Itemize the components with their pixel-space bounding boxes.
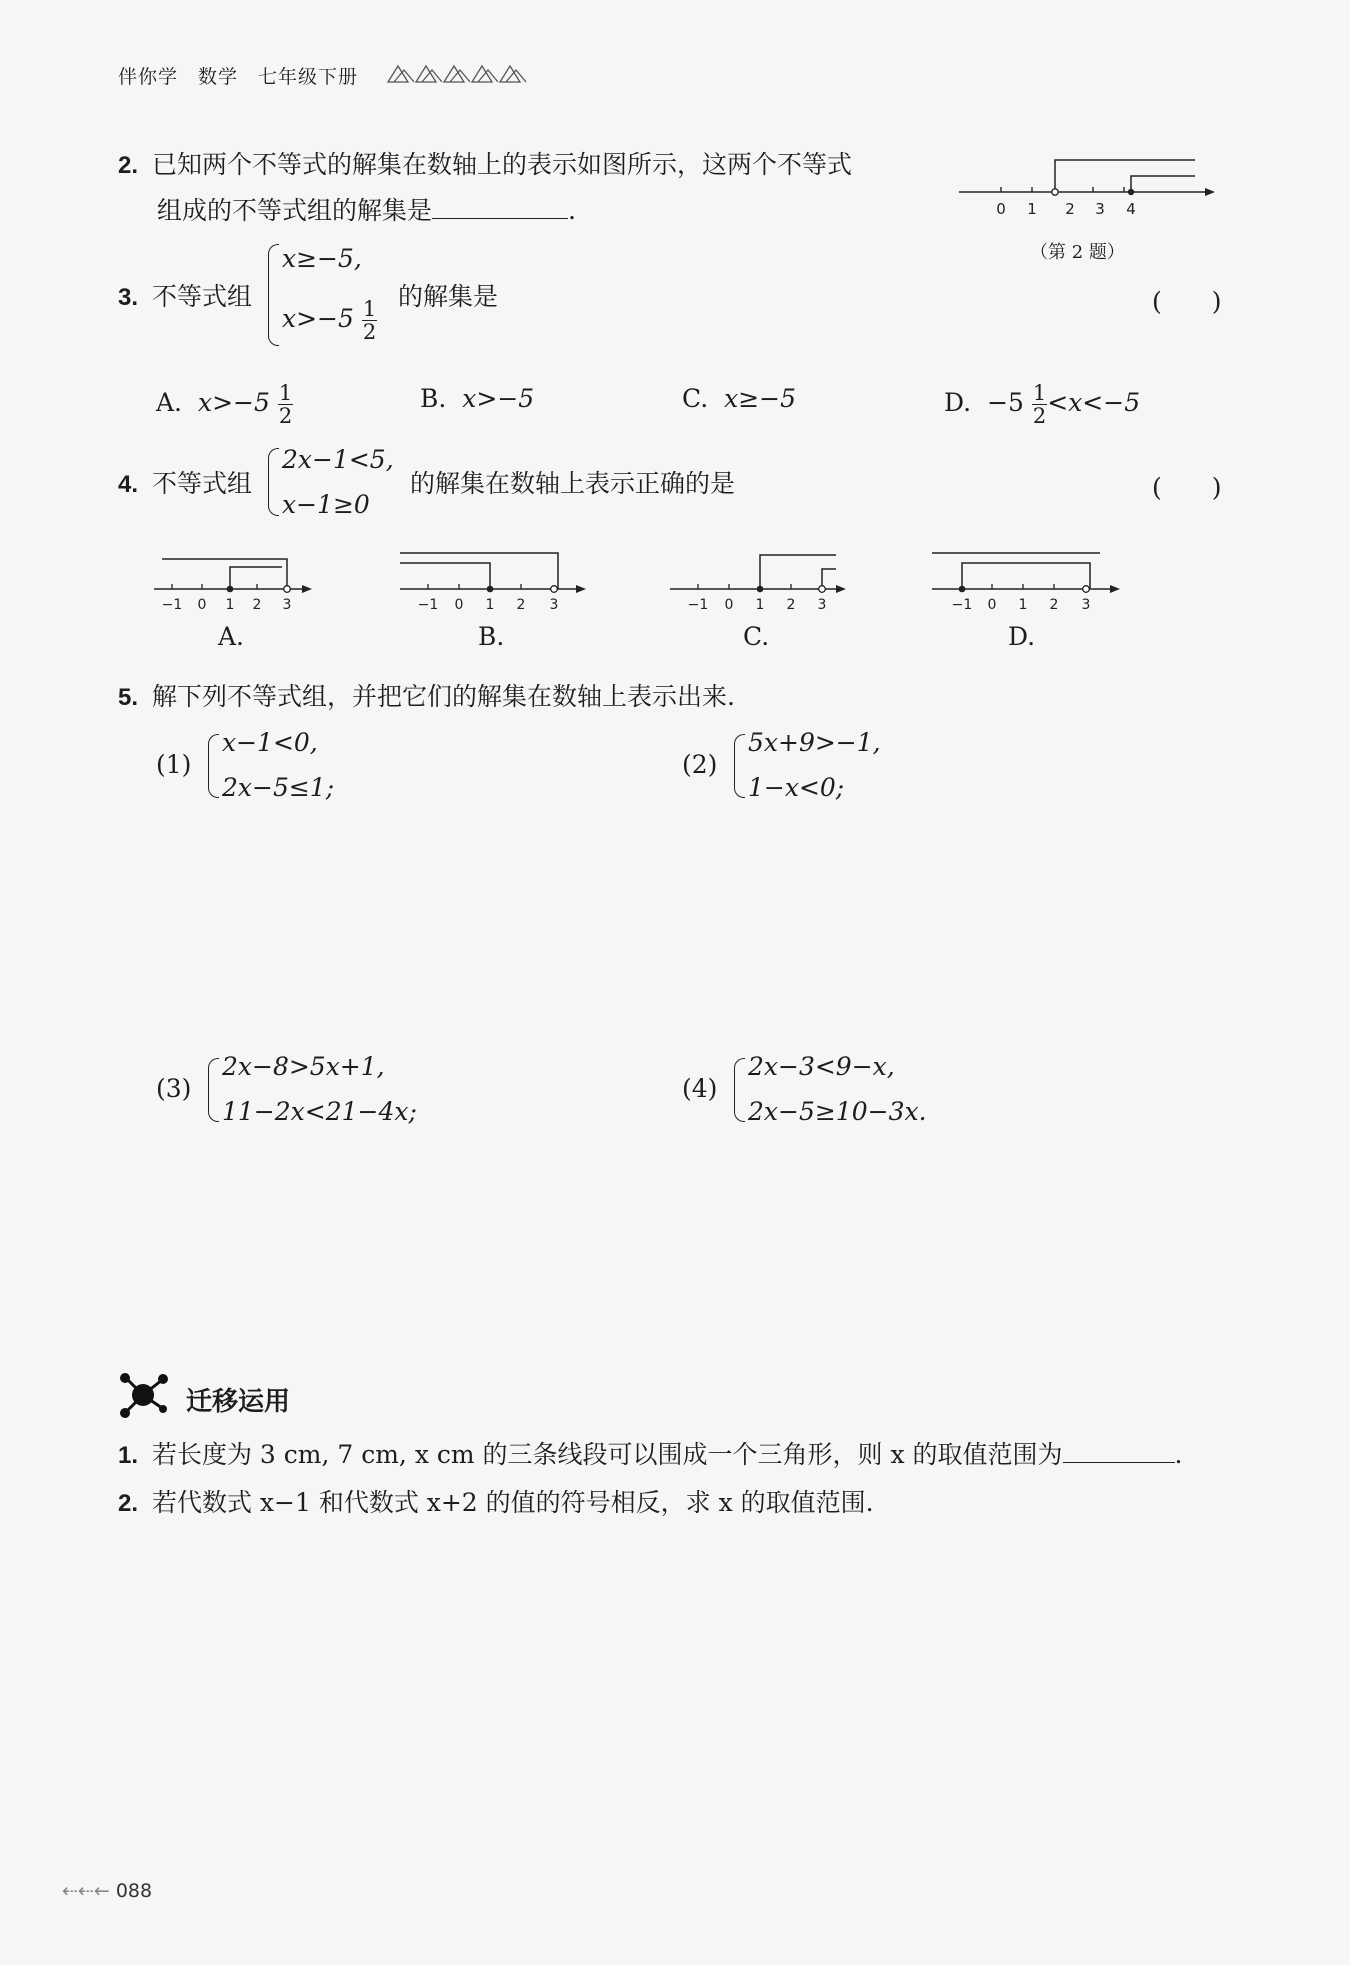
triangle-decoration-icon xyxy=(386,64,536,84)
question-2-line-2: 组成的不等式组的解集是 xyxy=(157,196,433,225)
part-3-line-b: 11−2x<21−4x; xyxy=(222,1097,417,1126)
brace xyxy=(208,1058,219,1122)
question-4-label: 不等式组 xyxy=(151,469,252,498)
transfer-question-2-text: 若代数式 x−1 和代数式 x+2 的值的符号相反，求 x 的取值范围. xyxy=(151,1488,874,1517)
question-4 xyxy=(118,467,252,502)
svg-text:3: 3 xyxy=(817,597,827,613)
svg-text:−1: −1 xyxy=(951,597,973,613)
number-line-choice-a[interactable] xyxy=(152,545,322,615)
question-4-tail: 的解集在数轴上表示正确的是 xyxy=(410,469,736,498)
figure-caption: （第 2 题） xyxy=(1030,242,1125,263)
svg-text:1: 1 xyxy=(485,597,495,613)
transfer-question-1: 1. 若长度为 3 cm, 7 cm, x cm 的三条线段可以围成一个三角形，则 x 的取值范围为 . xyxy=(118,1440,1183,1469)
part-2-label: (2) xyxy=(682,750,718,779)
part-4-label: (4) xyxy=(682,1074,718,1103)
tick-label: 0 xyxy=(996,200,1006,218)
svg-text:0: 0 xyxy=(987,597,997,613)
part-1-label: (1) xyxy=(156,750,192,779)
molecule-icon xyxy=(118,1370,168,1420)
option-c[interactable]: C. x≥−5 xyxy=(682,384,797,413)
question-3-label: 不等式组 xyxy=(151,282,252,311)
arrow-decoration-icon: ⇠⇠← xyxy=(62,1880,110,1902)
brace xyxy=(734,1058,745,1122)
question-2 xyxy=(118,148,852,183)
question-3 xyxy=(118,280,252,315)
tick-label: 1 xyxy=(1027,200,1037,218)
brace xyxy=(268,244,279,346)
page-number: 088 xyxy=(115,1880,153,1902)
part-2-line-a: 5x+9>−1, xyxy=(748,728,881,757)
option-a[interactable]: A. x>−5 $\frac{1}{2}$ xyxy=(156,381,293,428)
question-2-line-1: 已知两个不等式的解集在数轴上的表示如图所示，这两个不等式 xyxy=(151,150,852,179)
svg-text:1: 1 xyxy=(755,597,765,613)
brace xyxy=(268,448,279,516)
question-number: 1. xyxy=(118,1442,139,1469)
part-3-label: (3) xyxy=(156,1074,192,1103)
svg-text:1: 1 xyxy=(1018,597,1028,613)
answer-paren[interactable]: ( ) xyxy=(1152,287,1222,316)
choice-label-c: C. xyxy=(743,622,770,651)
number-line-q2 xyxy=(955,150,1225,220)
svg-text:−1: −1 xyxy=(687,597,709,613)
number-line-choice-c[interactable] xyxy=(668,545,858,615)
question-number: 5. xyxy=(118,684,139,711)
question-5-text: 解下列不等式组，并把它们的解集在数轴上表示出来. xyxy=(151,682,735,711)
svg-text:0: 0 xyxy=(197,597,207,613)
section-title: 迁移运用 xyxy=(186,1387,291,1417)
part-3-line-a: 2x−8>5x+1, xyxy=(222,1052,385,1081)
answer-blank[interactable] xyxy=(1063,1462,1175,1463)
answer-paren[interactable]: ( ) xyxy=(1152,473,1222,502)
part-1-line-a: x−1<0, xyxy=(222,728,318,757)
question-number: 4. xyxy=(118,471,139,498)
question-2-line-2-wrap xyxy=(157,194,576,228)
svg-text:2: 2 xyxy=(786,597,796,613)
transfer-question-1-text: 若长度为 3 cm, 7 cm, x cm 的三条线段可以围成一个三角形，则 x 的取值范围为 xyxy=(151,1440,1063,1469)
svg-text:1: 1 xyxy=(225,597,235,613)
choice-label-b: B. xyxy=(478,622,505,651)
svg-text:0: 0 xyxy=(454,597,464,613)
system-line-1: x≥−5, xyxy=(282,244,362,273)
system-line-2: x>−5 $\frac{1}{2}$ xyxy=(282,297,377,344)
question-5 xyxy=(118,680,735,715)
question-number: 2. xyxy=(118,1490,139,1517)
question-number: 3. xyxy=(118,284,139,311)
period: . xyxy=(568,196,576,225)
tick-label: 2 xyxy=(1065,200,1075,218)
svg-text:−1: −1 xyxy=(161,597,183,613)
tick-label: 3 xyxy=(1095,200,1105,218)
brace xyxy=(208,734,219,798)
system-line-1: 2x−1<5, xyxy=(282,445,394,474)
svg-text:2: 2 xyxy=(516,597,526,613)
choice-label-a: A. xyxy=(218,622,245,651)
part-4-line-a: 2x−3<9−x, xyxy=(748,1052,895,1081)
part-4-line-b: 2x−5≥10−3x. xyxy=(748,1097,927,1126)
number-line-choice-d[interactable] xyxy=(930,545,1130,615)
fraction: $\frac{1}{2}$ xyxy=(362,297,377,344)
system-line-2: x−1≥0 xyxy=(282,490,370,519)
question-3-tail: 的解集是 xyxy=(398,282,499,311)
brace xyxy=(734,734,745,798)
header-title: 伴你学 数学 七年级下册 xyxy=(118,66,359,88)
number-line-choice-b[interactable] xyxy=(398,545,598,615)
svg-text:0: 0 xyxy=(724,597,734,613)
option-d[interactable]: D. −5 $\frac{1}{2}$ <x<−5 xyxy=(944,381,1141,428)
svg-text:3: 3 xyxy=(549,597,559,613)
transfer-question-2 xyxy=(118,1486,874,1521)
svg-text:2: 2 xyxy=(252,597,262,613)
page-header xyxy=(118,62,358,89)
question-number: 2. xyxy=(118,152,139,179)
answer-blank[interactable] xyxy=(432,218,568,219)
tick-label: 4 xyxy=(1126,200,1136,218)
choice-label-d: D. xyxy=(1008,622,1036,651)
part-2-line-b: 1−x<0; xyxy=(748,773,845,802)
page-footer xyxy=(62,1880,152,1902)
svg-text:3: 3 xyxy=(282,597,292,613)
svg-text:−1: −1 xyxy=(417,597,439,613)
svg-text:2: 2 xyxy=(1049,597,1059,613)
option-b[interactable]: B. x>−5 xyxy=(420,384,535,413)
part-1-line-b: 2x−5≤1; xyxy=(222,773,335,802)
svg-text:3: 3 xyxy=(1081,597,1091,613)
